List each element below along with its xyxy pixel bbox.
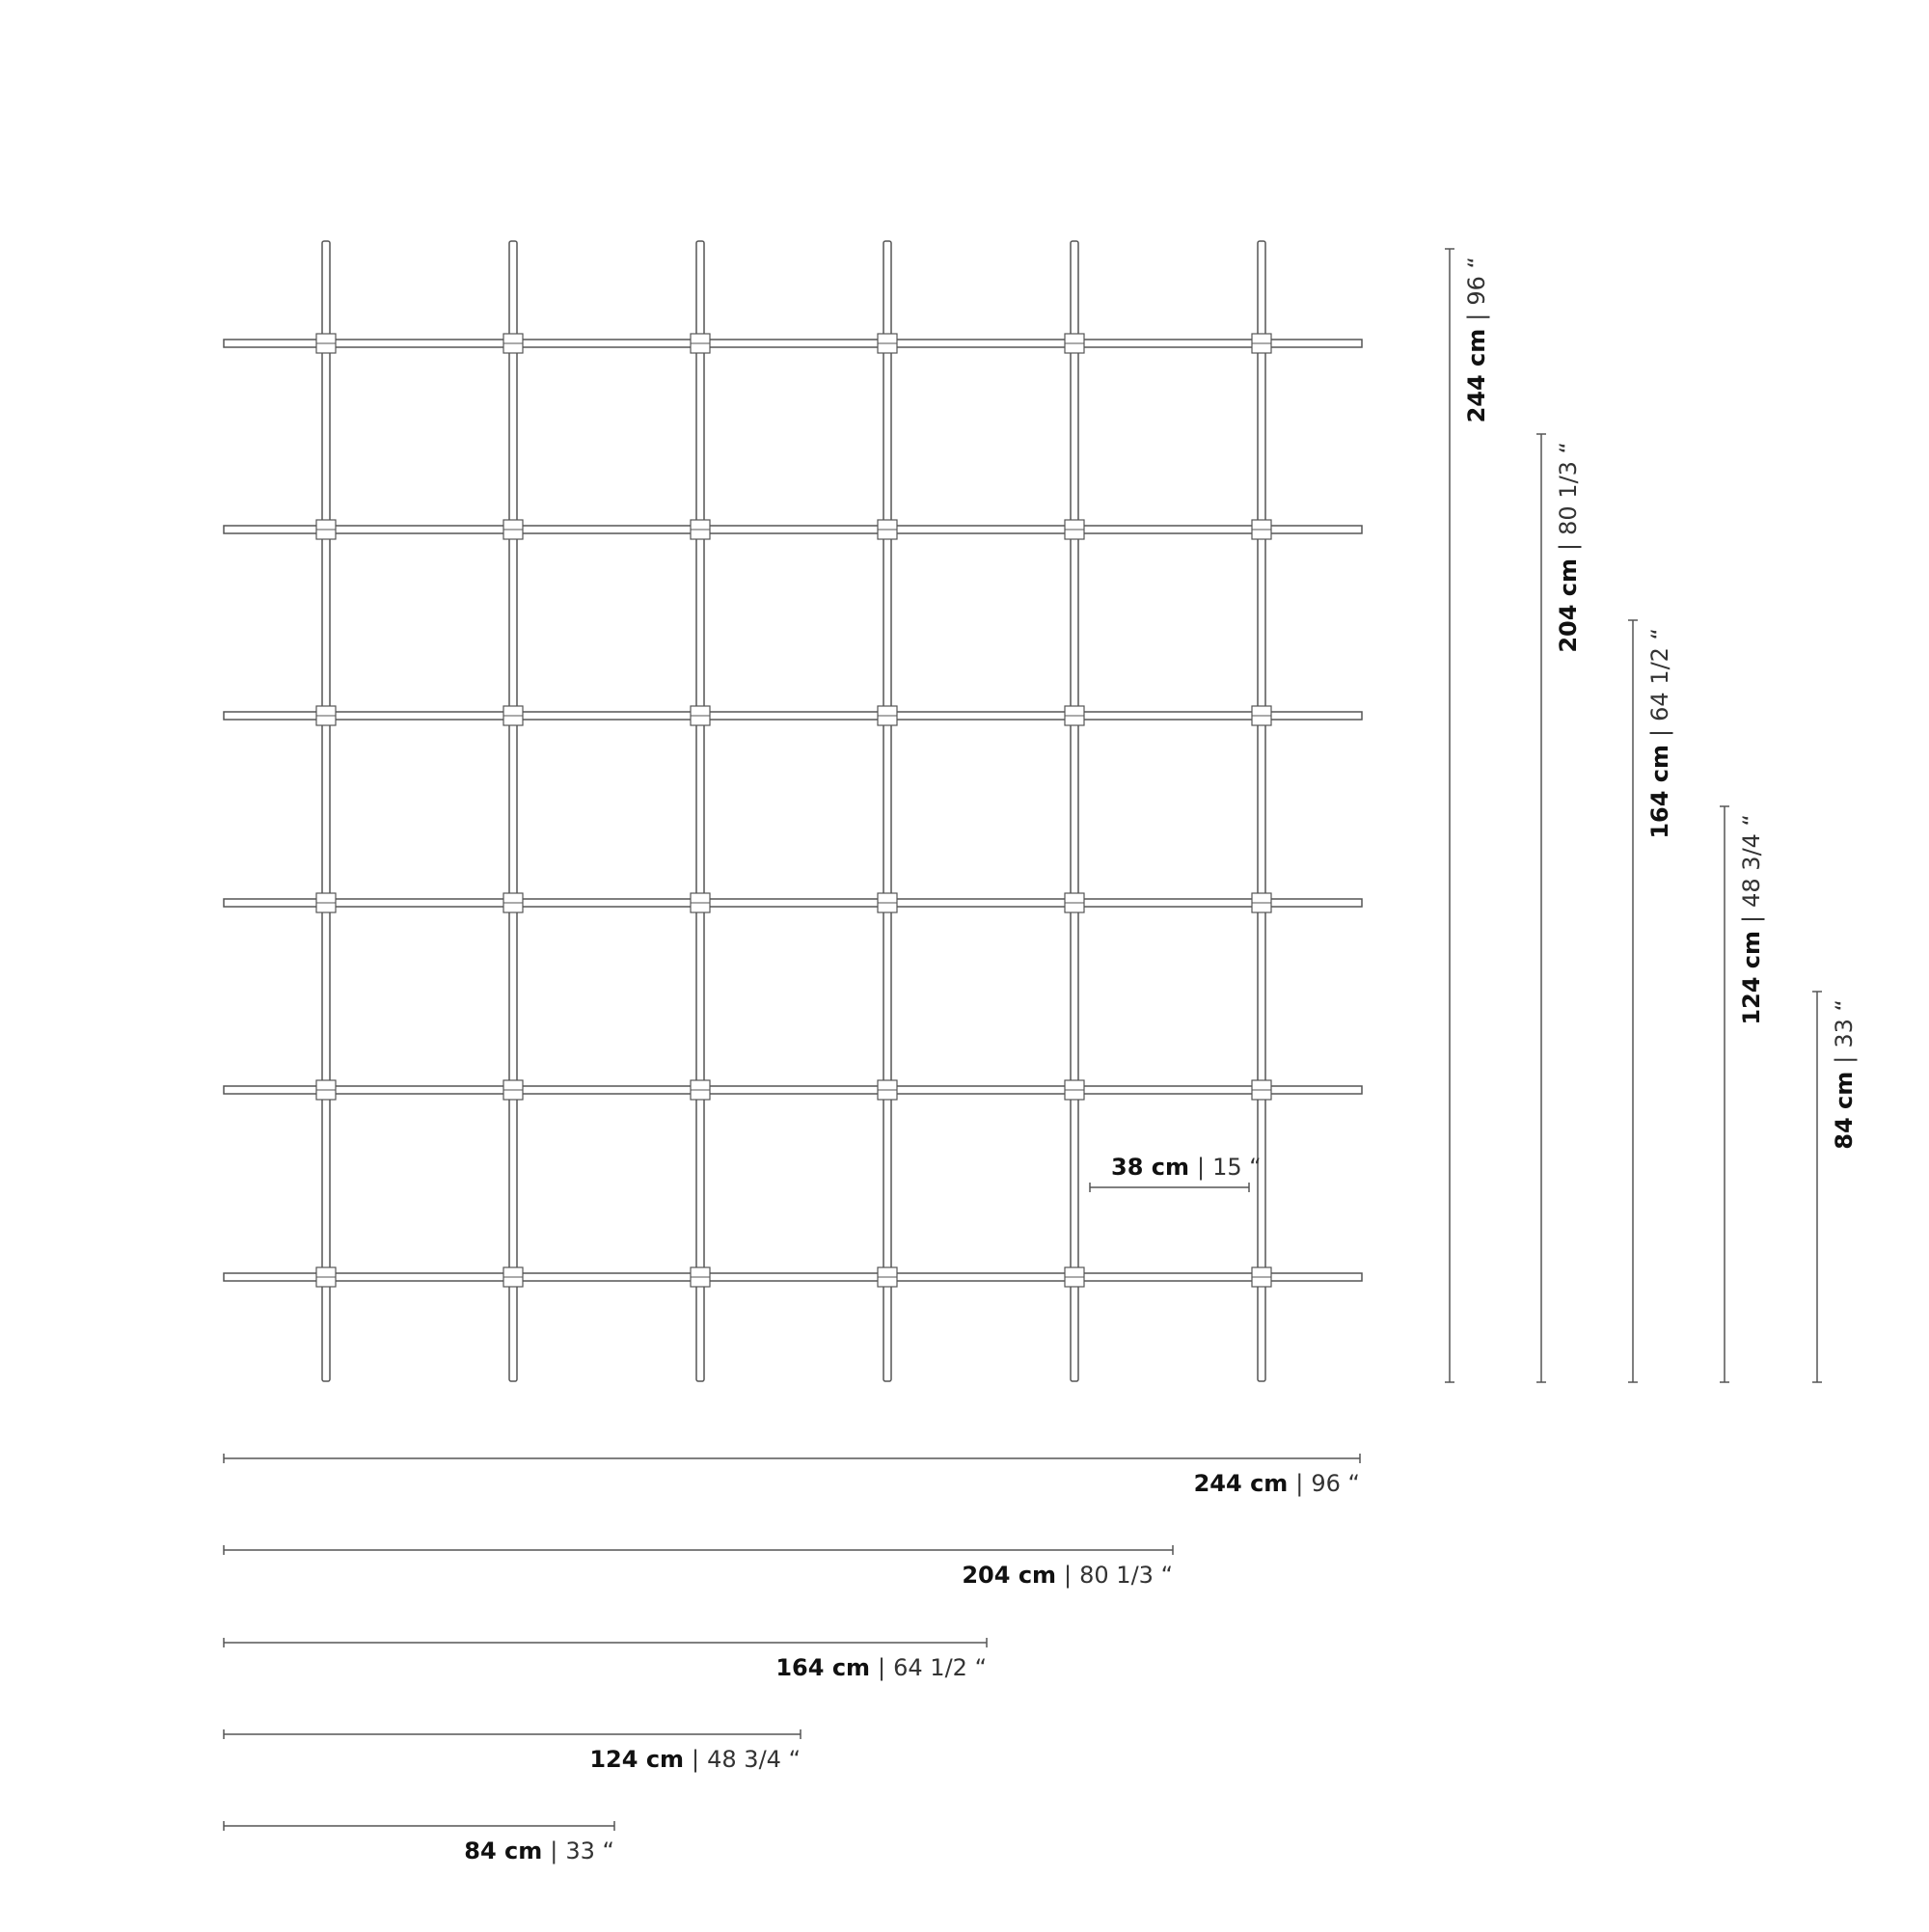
- width-dimension-label: 164 cm | 64 1/2 “: [775, 1654, 987, 1681]
- shelving-frame: [224, 241, 1362, 1381]
- upright-post: [509, 241, 517, 1381]
- height-dimension-label: 164 cm|64 1/2 “: [1646, 628, 1673, 839]
- height-dimension-label: 124 cm|48 3/4 “: [1738, 814, 1765, 1025]
- width-dimensions: [224, 1454, 1360, 1864]
- shelf-board: [224, 712, 1362, 720]
- width-dimension-label: 204 cm | 80 1/3 “: [962, 1562, 1173, 1589]
- upright-post: [883, 241, 891, 1381]
- shelf-board: [224, 899, 1362, 907]
- width-dimension-label: 244 cm | 96 “: [1193, 1470, 1360, 1497]
- upright-post: [1258, 241, 1265, 1381]
- height-dimension-label: 84 cm|33 “: [1831, 999, 1858, 1150]
- width-dimension-label: 124 cm | 48 3/4 “: [589, 1746, 801, 1773]
- shelf-board: [224, 1086, 1362, 1094]
- height-dimension-label: 204 cm|80 1/3 “: [1555, 442, 1582, 653]
- module-width-dimension: [1090, 1154, 1262, 1192]
- shelf-board: [224, 340, 1362, 347]
- upright-post: [696, 241, 704, 1381]
- upright-post: [322, 241, 330, 1381]
- height-dimensions: [1445, 249, 1858, 1382]
- height-dimension-label: 244 cm|96 “: [1463, 257, 1490, 423]
- width-dimension-label: 84 cm | 33 “: [464, 1837, 614, 1864]
- module-width-label: 38 cm | 15 “: [1111, 1154, 1262, 1181]
- shelf-board: [224, 526, 1362, 533]
- shelf-board: [224, 1273, 1362, 1281]
- upright-post: [1071, 241, 1078, 1381]
